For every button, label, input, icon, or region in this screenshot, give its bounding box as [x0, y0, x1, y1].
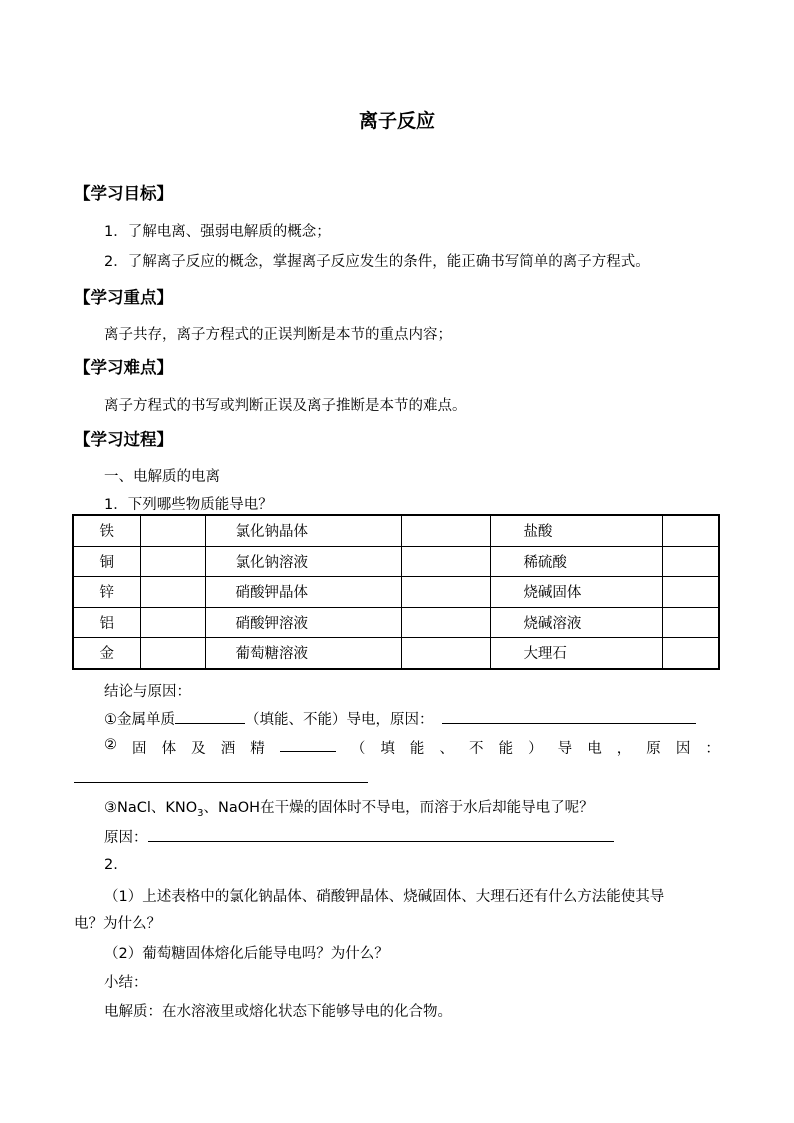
blank-line[interactable]: [280, 737, 336, 752]
subscript: 3: [197, 807, 204, 819]
answer-cell[interactable]: [401, 638, 491, 669]
c2-char: （: [350, 741, 366, 757]
answer-cell[interactable]: [662, 577, 719, 608]
answer-cell[interactable]: [140, 546, 205, 577]
summary-label: 小结：: [104, 975, 148, 991]
c2-char: 因: [675, 741, 691, 757]
substance-cell: 锌: [73, 577, 140, 608]
answer-cell[interactable]: [401, 515, 491, 546]
process-heading: 【学习过程】: [74, 430, 173, 449]
conclusion-1-mid: （填能、不能）导电，原因：: [245, 712, 434, 728]
substance-cell: 硝酸钾晶体: [205, 577, 401, 608]
question-2-1-line2: 电？为什么？: [74, 916, 161, 932]
definition-text: 电解质：在水溶液里或熔化状态下能够导电的化合物。: [104, 1004, 452, 1020]
answer-cell[interactable]: [662, 546, 719, 577]
c2-char: 原: [646, 741, 661, 757]
conclusion-3-part: ③NaCl、KNO: [104, 800, 198, 816]
substance-cell: 硝酸钾溶液: [205, 607, 401, 638]
reason-row: [104, 826, 614, 847]
c2-char: ）: [528, 741, 543, 757]
c2-char: 及: [191, 741, 206, 757]
difficulty-text: 离子方程式的书写或判断正误及离子推断是本节的难点。: [104, 398, 467, 414]
blank-line[interactable]: [442, 709, 696, 724]
c2-char: 酒: [220, 741, 236, 757]
c2-char: 填: [380, 741, 395, 757]
key-heading: 【学习重点】: [74, 288, 173, 307]
table-row: [73, 515, 719, 546]
c2-char: 导: [557, 741, 573, 757]
conclusion-1-prefix: ①金属单质: [104, 712, 175, 728]
key-text: 离子共存，离子方程式的正误判断是本节的重点内容；: [104, 327, 452, 343]
question-2-1-line1: （1）上述表格中的氯化钠晶体、硝酸钾晶体、烧碱固体、大理石还有什么方法能使其导: [104, 889, 665, 905]
blank-line[interactable]: [175, 709, 245, 724]
substance-cell: 铁: [73, 515, 140, 546]
c2-char: 电: [587, 741, 602, 757]
question-2-2: （2）葡萄糖固体熔化后能导电吗？为什么？: [104, 946, 389, 962]
conclusion-1: [104, 708, 696, 729]
page-title: 离子反应: [358, 110, 435, 132]
goal-item-1: 1．了解电离、强弱电解质的概念；: [104, 224, 331, 240]
answer-cell[interactable]: [401, 607, 491, 638]
c2-char: 体: [161, 741, 177, 757]
answer-cell[interactable]: [401, 577, 491, 608]
difficulty-heading: 【学习难点】: [74, 358, 173, 377]
conclusion-label: 结论与原因：: [104, 684, 191, 700]
answer-cell[interactable]: [140, 577, 205, 608]
table-row: [73, 607, 719, 638]
substance-cell: 氯化钠溶液: [205, 546, 401, 577]
answer-cell[interactable]: [140, 515, 205, 546]
substance-cell: 铝: [73, 607, 140, 638]
substance-cell: 烧碱固体: [491, 577, 662, 608]
conclusion-3-part: 、NaOH在干燥的固体时不导电，而溶于水后却能导电了呢？: [203, 800, 594, 816]
substance-cell: 烧碱溶液: [491, 607, 662, 638]
answer-cell[interactable]: [662, 515, 719, 546]
c2-char: 能: [498, 741, 514, 757]
answer-cell[interactable]: [662, 607, 719, 638]
answer-cell[interactable]: [662, 638, 719, 669]
answer-cell[interactable]: [140, 638, 205, 669]
substance-cell: 大理石: [491, 638, 662, 669]
conductivity-table: [72, 514, 720, 670]
goal-item-2: 2．了解离子反应的概念，掌握离子反应发生的条件，能正确书写简单的离子方程式。: [104, 254, 650, 270]
substance-cell: 葡萄糖溶液: [205, 638, 401, 669]
table-row: [73, 638, 719, 669]
question-1: 1．下列哪些物质能导电？: [104, 497, 273, 513]
c2-char: ：: [705, 741, 720, 757]
c2-char: 精: [250, 741, 265, 757]
answer-cell[interactable]: [401, 546, 491, 577]
part1-heading: 一、电解质的电离: [104, 469, 220, 485]
substance-cell: 盐酸: [491, 515, 662, 546]
answer-cell[interactable]: [140, 607, 205, 638]
c2-char: 能: [409, 741, 425, 757]
conclusion-2: [104, 737, 720, 758]
c2-char: 固: [132, 741, 147, 757]
table-row: [73, 546, 719, 577]
blank-line[interactable]: [148, 827, 614, 842]
substance-cell: 金: [73, 638, 140, 669]
table-row: [73, 577, 719, 608]
blank-line[interactable]: [74, 768, 368, 783]
reason-label: 原因：: [104, 830, 148, 846]
goal-heading: 【学习目标】: [74, 184, 173, 203]
c2-char: ，: [616, 741, 632, 757]
substance-cell: 铜: [73, 546, 140, 577]
c2-char: 、: [439, 741, 454, 757]
question-2-number: 2.: [104, 857, 118, 873]
substance-cell: 氯化钠晶体: [205, 515, 401, 546]
conclusion-3: [104, 796, 594, 819]
substance-cell: 稀硫酸: [491, 546, 662, 577]
c2-char: ②: [104, 737, 117, 753]
c2-char: 不: [469, 741, 484, 757]
